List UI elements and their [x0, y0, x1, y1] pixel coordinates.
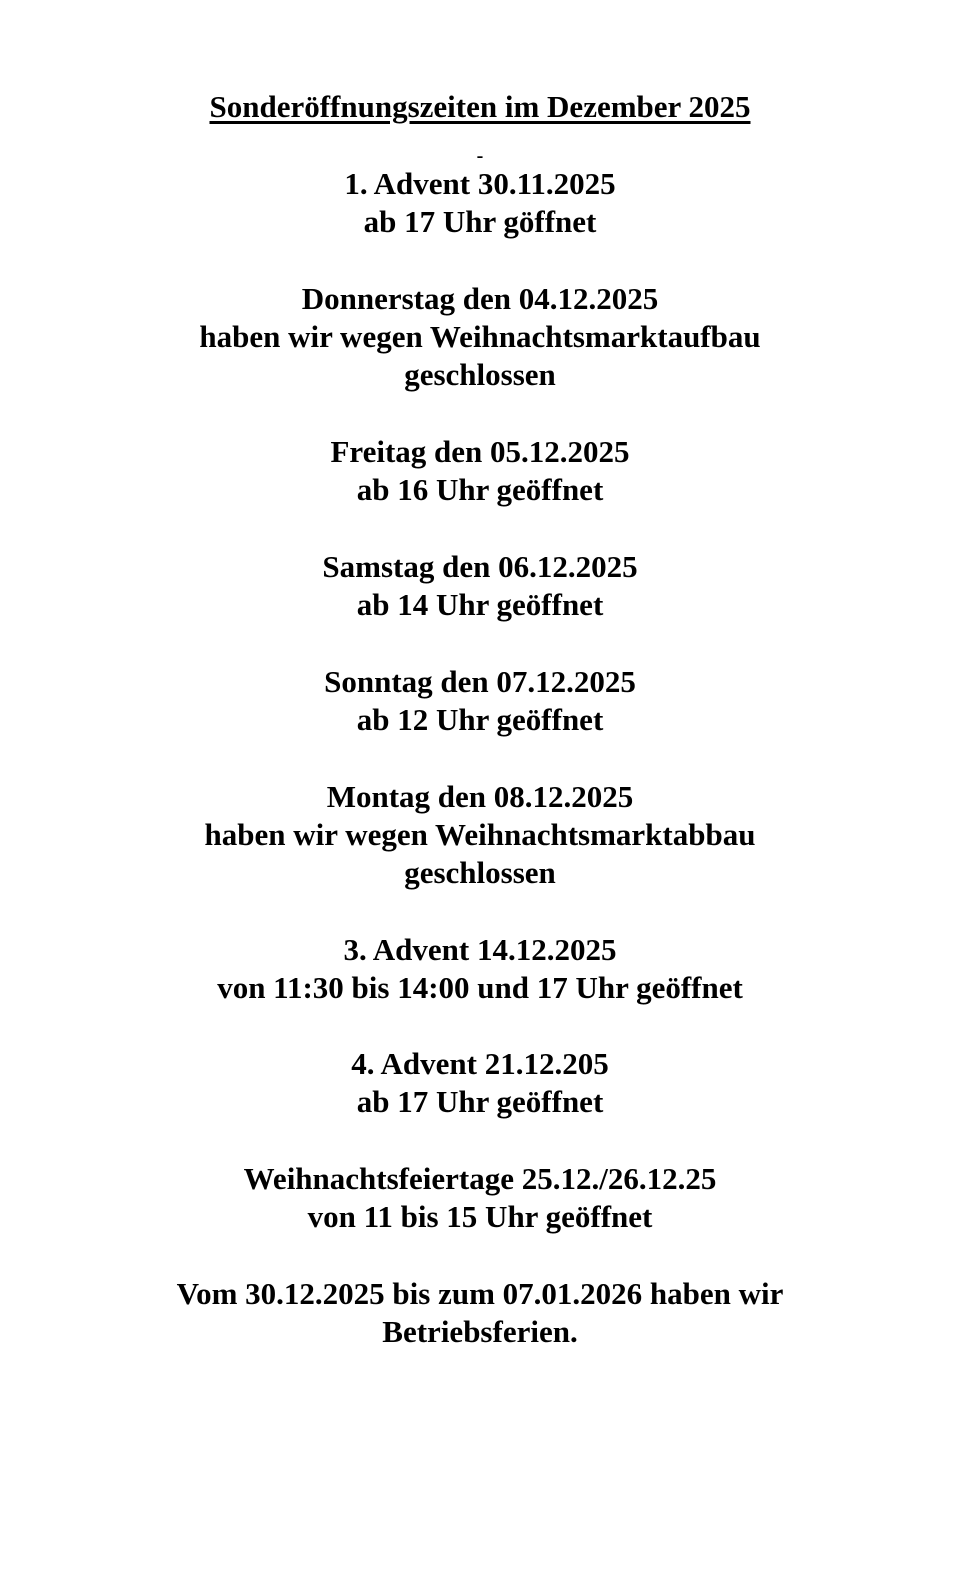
entry-heading-sonntag: Sonntag den 07.12.2025: [324, 664, 636, 699]
entry-heading-weihnachten: Weihnachtsfeiertage 25.12./26.12.25: [243, 1161, 717, 1196]
entry-heading-donnerstag: Donnerstag den 04.12.2025: [301, 281, 659, 316]
entry-line-montag-2: geschlossen: [404, 855, 556, 890]
entry-heading-advent-4: 4. Advent 21.12.205: [351, 1046, 609, 1081]
title-separator: -: [476, 145, 484, 167]
entry-line-freitag: ab 16 Uhr geöffnet: [356, 472, 604, 507]
entry-line-advent-3: von 11:30 bis 14:00 und 17 Uhr geöffnet: [217, 970, 743, 1005]
entry-line-samstag: ab 14 Uhr geöffnet: [356, 587, 604, 622]
entry-line-advent-1: ab 17 Uhr göffnet: [363, 204, 597, 239]
entry-line-montag-1: haben wir wegen Weihnachtsmarktabbau: [204, 817, 756, 852]
entry-line-advent-4: ab 17 Uhr geöffnet: [356, 1084, 604, 1119]
entry-line-weihnachten: von 11 bis 15 Uhr geöffnet: [307, 1199, 653, 1234]
entry-line-donnerstag-1: haben wir wegen Weihnachtsmarktaufbau: [199, 319, 761, 354]
entry-line-betriebsferien: Betriebsferien.: [382, 1314, 578, 1349]
page-title: Sonderöffnungszeiten im Dezember 2025: [209, 89, 751, 124]
entry-line-sonntag: ab 12 Uhr geöffnet: [356, 702, 604, 737]
entry-heading-advent-3: 3. Advent 14.12.2025: [343, 932, 617, 967]
entry-line-donnerstag-2: geschlossen: [404, 357, 556, 392]
entry-heading-advent-1: 1. Advent 30.11.2025: [344, 166, 616, 201]
entry-heading-montag: Montag den 08.12.2025: [326, 779, 634, 814]
entry-heading-betriebsferien: Vom 30.12.2025 bis zum 07.01.2026 haben wir: [176, 1276, 784, 1311]
entry-heading-freitag: Freitag den 05.12.2025: [330, 434, 630, 469]
entry-heading-samstag: Samstag den 06.12.2025: [322, 549, 638, 584]
